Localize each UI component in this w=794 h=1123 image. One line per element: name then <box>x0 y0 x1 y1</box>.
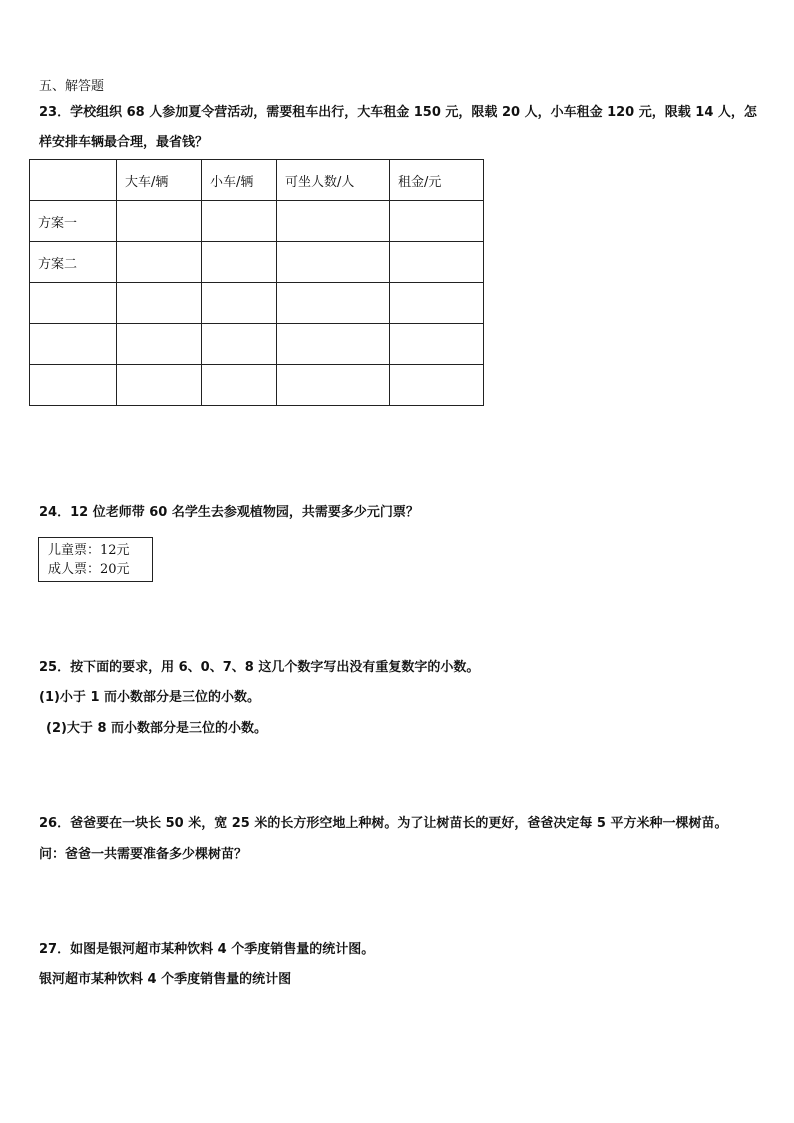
table-row <box>30 324 484 365</box>
answer-cell[interactable] <box>202 365 277 406</box>
answer-cell[interactable] <box>117 283 202 324</box>
row-label[interactable] <box>30 365 117 406</box>
q23-text-line1: 23．学校组织 68 人参加夏令营活动，需要租车出行，大车租金 150 元，限载 20 人，小车租金 120 元，限载 14 人，怎 <box>39 105 757 120</box>
child-ticket-price: 儿童票：12元 <box>48 543 130 558</box>
table-row <box>30 242 484 283</box>
rental-plan-table <box>29 159 484 406</box>
header-cell <box>30 160 117 201</box>
answer-cell[interactable] <box>277 283 390 324</box>
q24-text: 24．12 位老师带 60 名学生去参观植物园，共需要多少元门票？ <box>39 505 419 520</box>
answer-cell[interactable] <box>117 324 202 365</box>
answer-cell[interactable] <box>277 201 390 242</box>
answer-cell[interactable] <box>202 283 277 324</box>
answer-cell[interactable] <box>277 324 390 365</box>
answer-cell[interactable] <box>390 201 484 242</box>
answer-cell[interactable] <box>117 242 202 283</box>
header-cell: 大车/辆 <box>117 160 202 201</box>
row-label[interactable] <box>30 324 117 365</box>
answer-cell[interactable] <box>117 365 202 406</box>
answer-cell[interactable] <box>390 283 484 324</box>
q26-text-line1: 26．爸爸要在一块长 50 米，宽 25 米的长方形空地上种树。为了让树苗长的更好，爸爸决定每 5 平方米种一棵树苗。 <box>39 816 728 831</box>
adult-ticket-price: 成人票：20元 <box>48 562 130 577</box>
answer-cell[interactable] <box>202 201 277 242</box>
table-row <box>30 365 484 406</box>
row-label[interactable] <box>30 283 117 324</box>
section-title: 五、解答题 <box>39 79 105 94</box>
q23-text-line2: 样安排车辆最合理，最省钱？ <box>39 135 209 150</box>
answer-cell[interactable] <box>277 242 390 283</box>
answer-cell[interactable] <box>202 242 277 283</box>
table-row <box>30 201 484 242</box>
row-label: 方案一 <box>30 201 117 242</box>
header-cell: 租金/元 <box>390 160 484 201</box>
table-row <box>30 283 484 324</box>
table-header-row <box>30 160 484 201</box>
q26-text-line2: 问：爸爸一共需要准备多少棵树苗？ <box>39 847 248 862</box>
ticket-price-box <box>38 537 153 582</box>
answer-cell[interactable] <box>117 201 202 242</box>
q27-chart-caption: 银河超市某种饮料 4 个季度销售量的统计图 <box>39 972 292 987</box>
q25-part2: (2)大于 8 而小数部分是三位的小数。 <box>46 721 268 736</box>
answer-cell[interactable] <box>390 242 484 283</box>
q27-text-line1: 27．如图是银河超市某种饮料 4 个季度销售量的统计图。 <box>39 942 375 957</box>
row-label: 方案二 <box>30 242 117 283</box>
header-cell: 小车/辆 <box>202 160 277 201</box>
q25-text: 25．按下面的要求，用 6、0、7、8 这几个数字写出没有重复数字的小数。 <box>39 660 480 675</box>
answer-cell[interactable] <box>277 365 390 406</box>
header-cell: 可坐人数/人 <box>277 160 390 201</box>
q25-part1: (1)小于 1 而小数部分是三位的小数。 <box>39 690 261 705</box>
answer-cell[interactable] <box>390 324 484 365</box>
answer-cell[interactable] <box>202 324 277 365</box>
answer-cell[interactable] <box>390 365 484 406</box>
